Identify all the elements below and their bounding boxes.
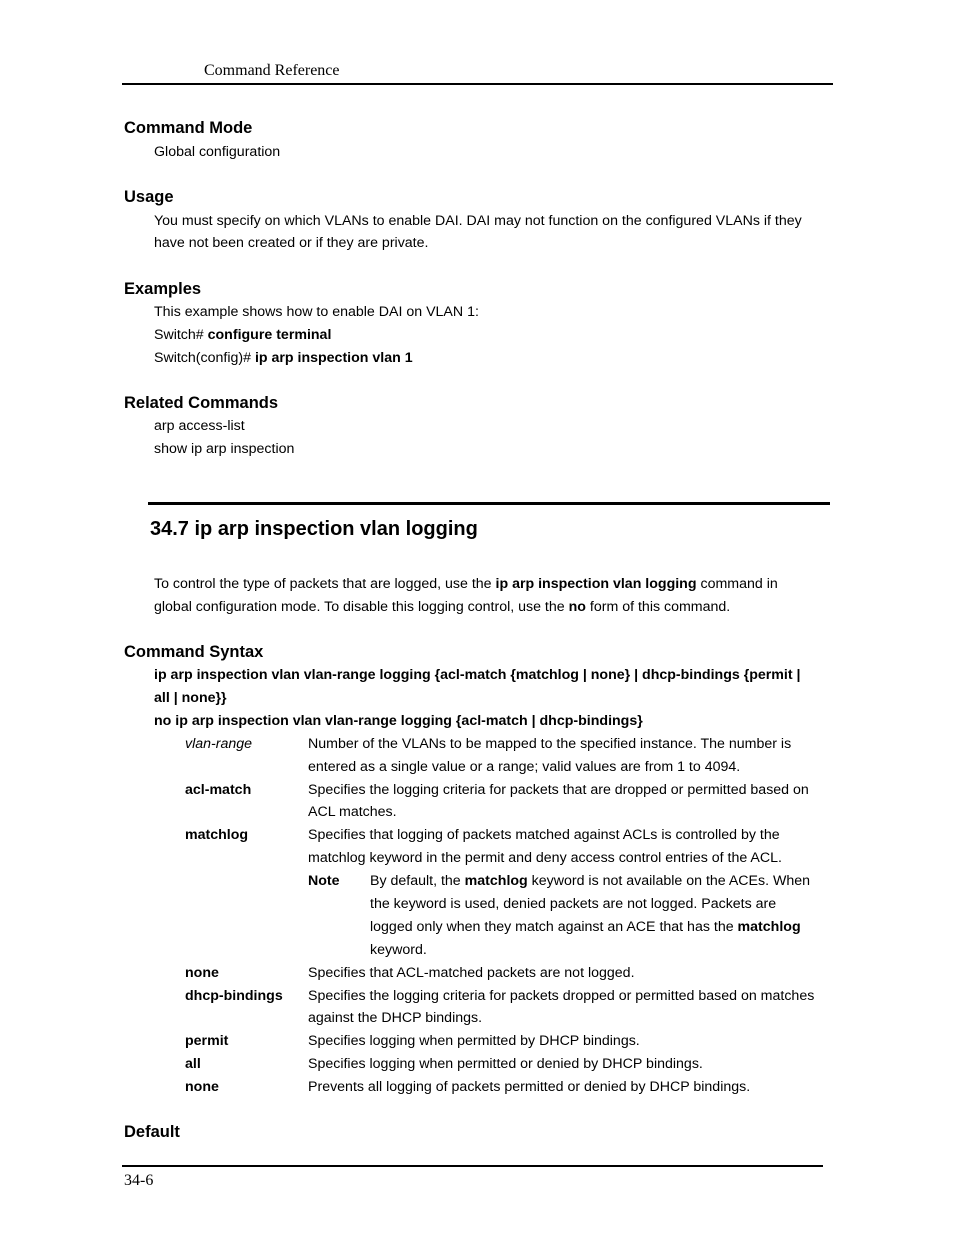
example-command-1 xyxy=(154,324,331,347)
param-term-vlan-range: vlan-range xyxy=(185,736,253,752)
param-term-none: none xyxy=(185,965,219,981)
command-mode-heading: Command Mode xyxy=(124,119,253,137)
text: To control the type of packets that are logged, use the xyxy=(154,576,496,592)
note-line-4: keyword. xyxy=(370,942,427,958)
param-desc: ACL matches. xyxy=(308,804,397,820)
param-desc: Specifies that logging of packets matched against ACLs is controlled by the xyxy=(308,827,780,843)
usage-line-1: You must specify on which VLANs to enable DAI. DAI may not function on the configured VLANs if they xyxy=(154,213,802,229)
param-term-none: none xyxy=(185,1079,219,1095)
page-number: 34-6 xyxy=(124,1172,154,1189)
param-term-permit: permit xyxy=(185,1033,229,1049)
param-desc: Number of the VLANs to be mapped to the specified instance. The number is xyxy=(308,736,792,752)
command-text: configure terminal xyxy=(207,327,332,343)
keyword: matchlog xyxy=(464,873,528,889)
note-label: Note xyxy=(308,873,340,889)
param-term-matchlog: matchlog xyxy=(185,827,249,843)
param-term-all: all xyxy=(185,1056,201,1072)
running-header: Command Reference xyxy=(204,62,340,79)
syntax-line-3: no ip arp inspection vlan vlan-range logging {acl-match | dhcp-bindings} xyxy=(154,713,643,729)
related-command-item: show ip arp inspection xyxy=(154,441,295,457)
param-desc: matchlog keyword in the permit and deny access control entries of the ACL. xyxy=(308,850,782,866)
param-desc: Specifies the logging criteria for packets that are dropped or permitted based on xyxy=(308,782,809,798)
command-text: ip arp inspection vlan 1 xyxy=(254,350,413,366)
command-name: ip arp inspection vlan logging xyxy=(495,576,697,592)
note-line-2: the keyword is used, denied packets are not logged. Packets are xyxy=(370,896,777,912)
section-intro-line-1 xyxy=(154,573,778,596)
param-desc: Prevents all logging of packets permitted or denied by DHCP bindings. xyxy=(308,1079,751,1095)
command-syntax-heading: Command Syntax xyxy=(124,643,264,661)
text: By default, the xyxy=(370,873,465,889)
keyword: matchlog xyxy=(737,919,801,935)
note-line-1 xyxy=(370,870,832,893)
section-rule xyxy=(148,502,830,505)
param-desc: Specifies that ACL-matched packets are not logged. xyxy=(308,965,635,981)
prompt: Switch(config)# xyxy=(154,350,255,366)
param-desc: Specifies logging when permitted or denied by DHCP bindings. xyxy=(308,1056,703,1072)
example-command-2 xyxy=(154,347,413,370)
syntax-line-2: all | none}} xyxy=(154,690,227,706)
examples-intro: This example shows how to enable DAI on VLAN 1: xyxy=(154,304,479,320)
related-command-item: arp access-list xyxy=(154,418,245,434)
prompt: Switch# xyxy=(154,327,208,343)
param-term-dhcp-bindings: dhcp-bindings xyxy=(185,988,283,1004)
text: global configuration mode. To disable this logging control, use the xyxy=(154,599,569,615)
param-desc: Specifies the logging criteria for packets dropped or permitted based on matches xyxy=(308,988,815,1004)
usage-line-2: have not been created or if they are private. xyxy=(154,235,429,251)
text: keyword is not available on the ACEs. When xyxy=(527,873,811,889)
usage-heading: Usage xyxy=(124,188,174,206)
keyword: no xyxy=(568,599,586,615)
note-line-3 xyxy=(370,916,832,939)
param-desc: entered as a single value or a range; valid values are from 1 to 4094. xyxy=(308,759,741,775)
text: command in xyxy=(696,576,778,592)
default-heading: Default xyxy=(124,1123,180,1141)
examples-heading: Examples xyxy=(124,280,202,298)
param-desc: against the DHCP bindings. xyxy=(308,1010,483,1026)
syntax-line-1: ip arp inspection vlan vlan-range logging {acl-match {matchlog | none} | dhcp-bindings {permit | xyxy=(154,667,801,683)
param-desc: Specifies logging when permitted by DHCP bindings. xyxy=(308,1033,640,1049)
related-commands-heading: Related Commands xyxy=(124,394,279,412)
footer-rule xyxy=(122,1165,823,1167)
section-intro-line-2 xyxy=(154,596,730,619)
text: logged only when they match against an ACE that has the xyxy=(370,919,738,935)
section-title: 34.7 ip arp inspection vlan logging xyxy=(150,518,478,540)
command-mode-text: Global configuration xyxy=(154,144,281,160)
header-rule xyxy=(122,83,833,85)
text: form of this command. xyxy=(585,599,731,615)
param-term-acl-match: acl-match xyxy=(185,782,252,798)
